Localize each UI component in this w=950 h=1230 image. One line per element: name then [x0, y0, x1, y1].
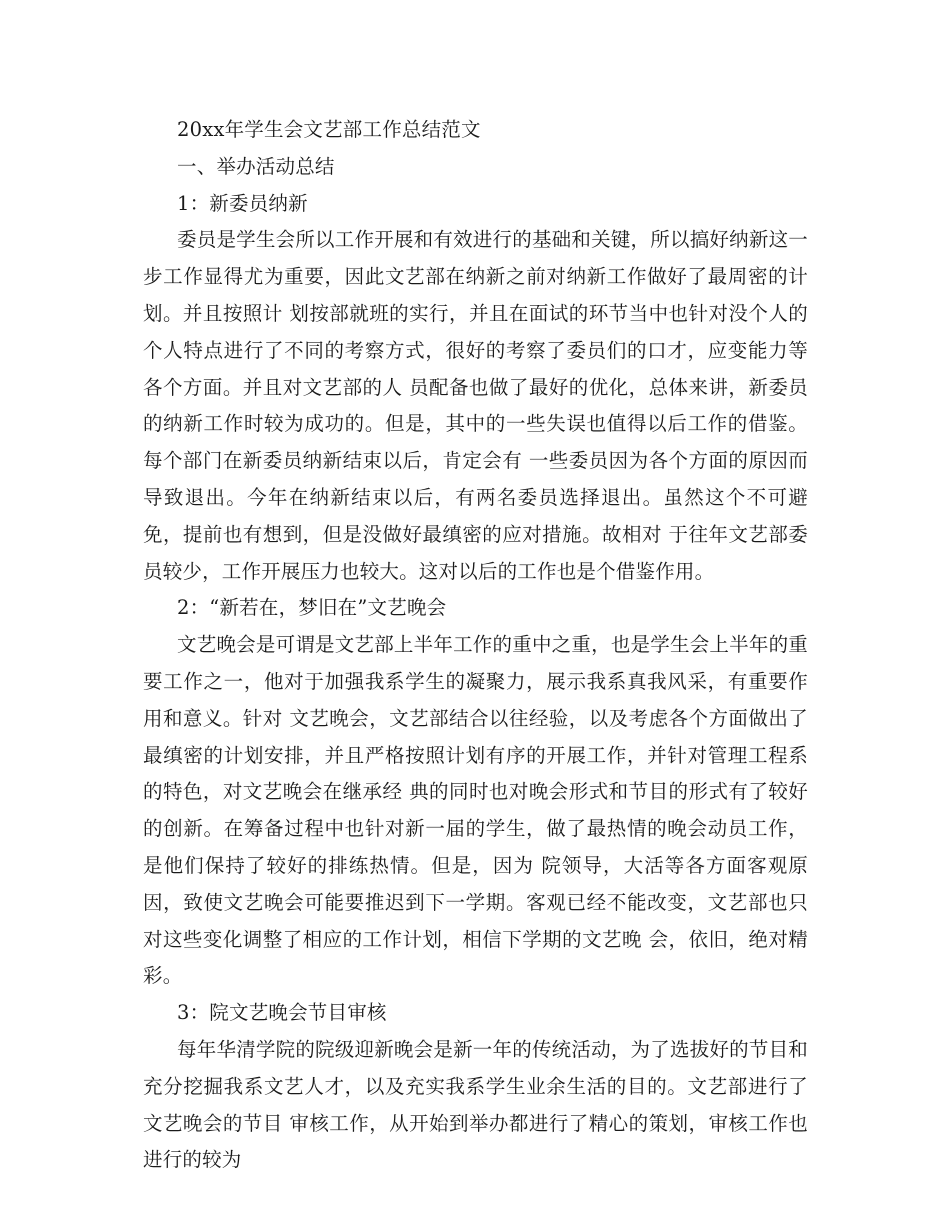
document-title: 20xx年学生会文艺部工作总结范文	[177, 118, 481, 141]
document-page	[143, 112, 808, 1179]
item-body-recruitment: 委员是学生会所以工作开展和有效进行的基础和关键，所以搞好纳新这一步工作显得尤为重要，因此文艺部在纳新之前对纳新工作做好了最周密的计划。并且按照计 划按部就班的实行，并且在面试的环节当中也针对没个人的个人特点进行了不同的考察方式，很好的考察了委员们的口才，应变能力等各个方面。并且对文艺部的人 员配备也做了最好的优化，总体来讲，新委员的纳新工作时较为成功的。但是，其中的一些失误也值得以后工作的借鉴。每个部门在新委员纳新结束以后，肯定会有 一些委员因为各个方面的原因而导致退出。今年在纳新结束以后，有两名委员选择退出。虽然这个不可避免，提前也有想到，但是没做好最缜密的应对措施。故相对 于往年文艺部委员较少，工作开展压力也较大。这对以后的工作也是个借鉴作用。	[143, 228, 808, 583]
section-heading: 一、举办活动总结	[177, 154, 335, 178]
item-body-review: 每年华清学院的院级迎新晚会是新一年的传统活动，为了选拔好的节目和充分挖掘我系文艺人才，以及充实我系学生业余生活的目的。文艺部进行了文艺晚会的节目 审核工作，从开始到举办都进行了精心的策划，审核工作也进行的较为	[143, 1037, 808, 1172]
item-body-gala: 文艺晚会是可谓是文艺部上半年工作的重中之重，也是学生会上半年的重要工作之一，他对于加强我系学生的凝聚力，展示我系真我风采，有重要作用和意义。针对 文艺晚会，文艺部结合以往经验，以及考虑各个方面做出了最缜密的计划安排，并且严格按照计划有序的开展工作，并针对管理工程系的特色，对文艺晚会在继承经 典的同时也对晚会形式和节目的形式有了较好的创新。在筹备过程中也针对新一届的学生，做了最热情的晚会动员工作，是他们保持了较好的排练热情。但是，因为 院领导，大活等各方面客观原因，致使文艺晚会可能要推迟到下一学期。客观已经不能改变，文艺部也只对这些变化调整了相应的工作计划，相信下学期的文艺晚 会，依旧，绝对精彩。	[143, 633, 808, 988]
item-heading-recruitment: 1：新委员纳新	[177, 191, 308, 215]
item-heading-review: 3：院文艺晚会节目审核	[177, 1001, 387, 1025]
item-heading-gala: 2：“新若在，梦旧在”文艺晚会	[177, 596, 447, 620]
